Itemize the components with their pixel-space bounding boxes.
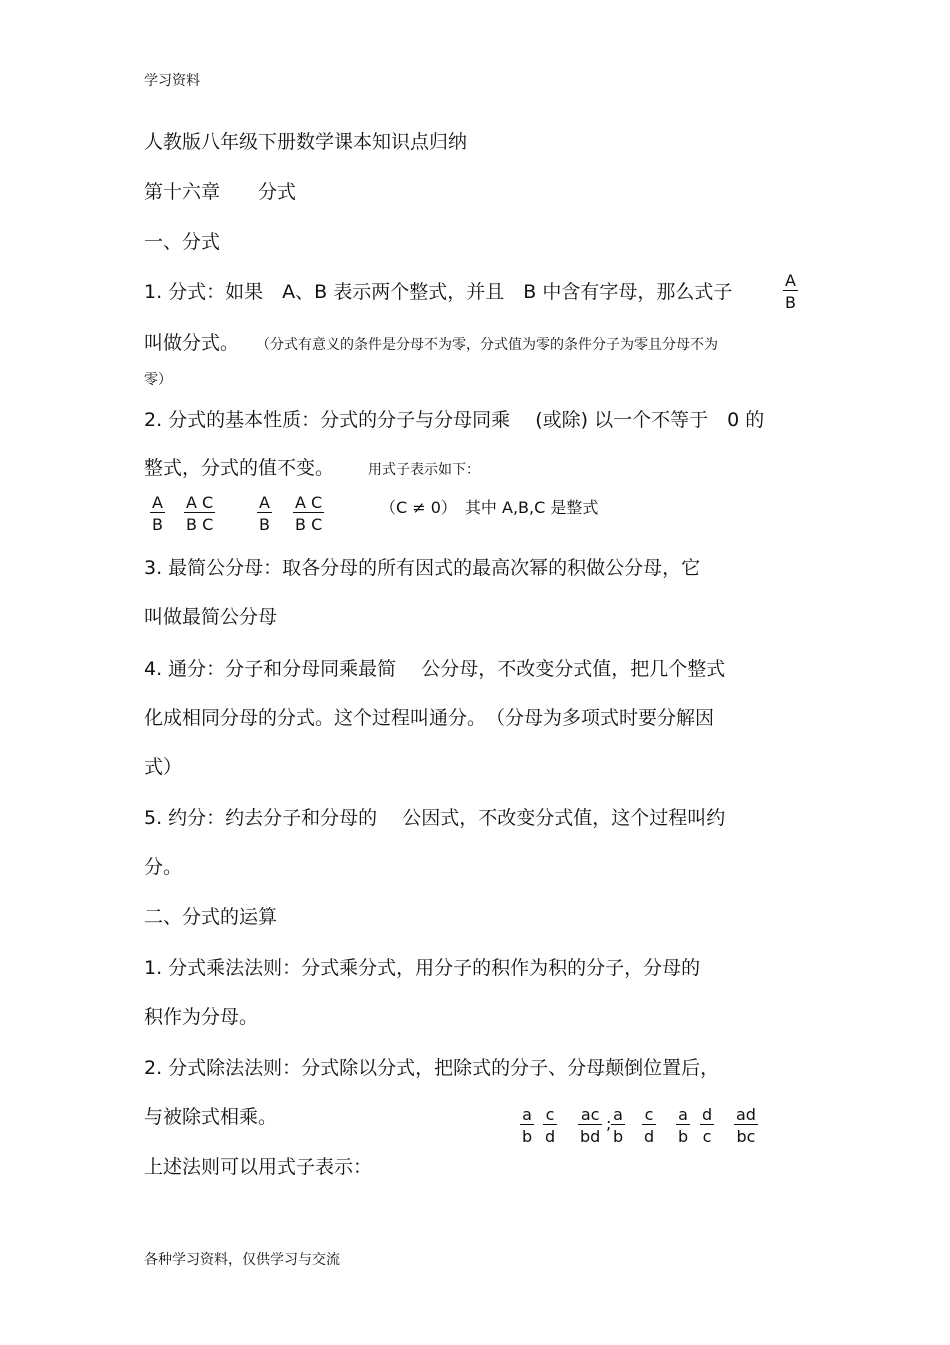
rule-fraction-d-c bbox=[700, 1106, 714, 1146]
item4-line3: 式） bbox=[144, 756, 183, 778]
rule-fraction-a-b-3 bbox=[676, 1106, 690, 1146]
chapter-heading: 第十六章 分式 bbox=[144, 181, 297, 203]
item1-note-cont: 零） bbox=[144, 372, 172, 388]
page-footer: 各种学习资料，仅供学习与交流 bbox=[144, 1252, 340, 1268]
item1-fraction bbox=[783, 272, 798, 312]
rule-fraction-c-d-2 bbox=[642, 1106, 656, 1146]
property-fraction-4 bbox=[293, 494, 324, 534]
fraction-numerator: A C bbox=[293, 494, 324, 513]
document-title: 人教版八年级下册数学课本知识点归纳 bbox=[144, 131, 468, 153]
item5-line2: 分。 bbox=[144, 856, 183, 878]
rule1-line1: 1. 分式乘法法则：分式乘分式，用分子的积作为积的分子，分母的 bbox=[144, 957, 701, 979]
rule1-line2: 积作为分母。 bbox=[144, 1006, 259, 1028]
item1-note: （分式有意义的条件是分母不为零，分式值为零的条件分子为零且分母不为 bbox=[256, 337, 718, 353]
fraction-numerator: ad bbox=[736, 1105, 756, 1124]
fraction-denominator: b bbox=[678, 1127, 689, 1146]
rule2-line2: 与被除式相乘。 bbox=[144, 1106, 278, 1128]
fraction-numerator: a bbox=[520, 1106, 534, 1125]
rule-fraction-a-b-2 bbox=[611, 1106, 625, 1146]
rule-semicolon: ; bbox=[606, 1114, 612, 1133]
fraction-denominator: d bbox=[545, 1127, 556, 1146]
item2-line1: 2. 分式的基本性质：分式的分子与分母同乘 (或除) 以一个不等于 0 的 bbox=[144, 409, 765, 431]
item4-line1: 4. 通分：分子和分母同乘最简 公分母，不改变分式值，把几个整式 bbox=[144, 658, 726, 680]
section-heading-fraction: 一、分式 bbox=[144, 231, 221, 253]
fraction-denominator: B bbox=[152, 515, 163, 534]
fraction-denominator: b bbox=[613, 1127, 624, 1146]
fraction-numerator: a bbox=[611, 1106, 625, 1125]
rule-fraction-ac-bd bbox=[578, 1106, 602, 1146]
fraction-numerator: d bbox=[702, 1105, 713, 1124]
fraction-numerator: A bbox=[150, 494, 165, 513]
fraction-denominator: B C bbox=[186, 515, 214, 534]
rule2-line1: 2. 分式除法法则：分式除以分式，把除式的分子、分母颠倒位置后， bbox=[144, 1057, 720, 1079]
page-header: 学习资料 bbox=[144, 73, 200, 89]
item5-line1: 5. 约分：约去分子和分母的 公因式，不改变分式值，这个过程叫约 bbox=[144, 807, 726, 829]
fraction-numerator: A bbox=[783, 272, 798, 291]
fraction-numerator: A bbox=[257, 494, 272, 513]
item1-line1: 1. 分式：如果 A、B 表示两个整式，并且 B 中含有字母，那么式子 bbox=[144, 281, 733, 303]
item4-line2: 化成相同分母的分式。这个过程叫通分。 （分母为多项式时要分解因 bbox=[144, 707, 715, 729]
item3-line2: 叫做最简公分母 bbox=[144, 606, 278, 628]
property-fraction-2 bbox=[184, 494, 215, 534]
fraction-numerator: c bbox=[642, 1106, 656, 1125]
fraction-denominator: bd bbox=[580, 1127, 601, 1146]
property-condition: （C ≠ 0） 其中 A,B,C 是整式 bbox=[380, 498, 599, 517]
fraction-numerator: A C bbox=[184, 494, 215, 513]
rule-fraction-a-b bbox=[520, 1106, 534, 1146]
fraction-numerator: ac bbox=[578, 1106, 602, 1125]
property-fraction-3 bbox=[257, 494, 272, 534]
fraction-denominator: d bbox=[644, 1127, 655, 1146]
item3-line1: 3. 最简公分母：取各分母的所有因式的最高次幂的积做公分母，它 bbox=[144, 557, 701, 579]
rule-fraction-ad-bc bbox=[734, 1106, 758, 1146]
fraction-numerator: a bbox=[676, 1106, 690, 1125]
fraction-denominator: B bbox=[785, 293, 796, 312]
fraction-denominator: b bbox=[522, 1127, 533, 1146]
section-heading-operations: 二、分式的运算 bbox=[144, 906, 278, 928]
rule2-line3: 上述法则可以用式子表示： bbox=[144, 1156, 373, 1178]
fraction-denominator: B C bbox=[295, 515, 323, 534]
fraction-numerator: c bbox=[543, 1106, 557, 1125]
rule-fraction-c-d bbox=[543, 1106, 557, 1146]
fraction-denominator: B bbox=[259, 515, 270, 534]
fraction-denominator: c bbox=[702, 1127, 712, 1146]
item2-line2: 整式，分式的值不变。 bbox=[144, 457, 335, 479]
fraction-denominator: bc bbox=[736, 1127, 756, 1146]
item1-line2: 叫做分式。 bbox=[144, 332, 240, 354]
property-fraction-1 bbox=[150, 494, 165, 534]
item2-line2-note: 用式子表示如下： bbox=[368, 462, 480, 478]
